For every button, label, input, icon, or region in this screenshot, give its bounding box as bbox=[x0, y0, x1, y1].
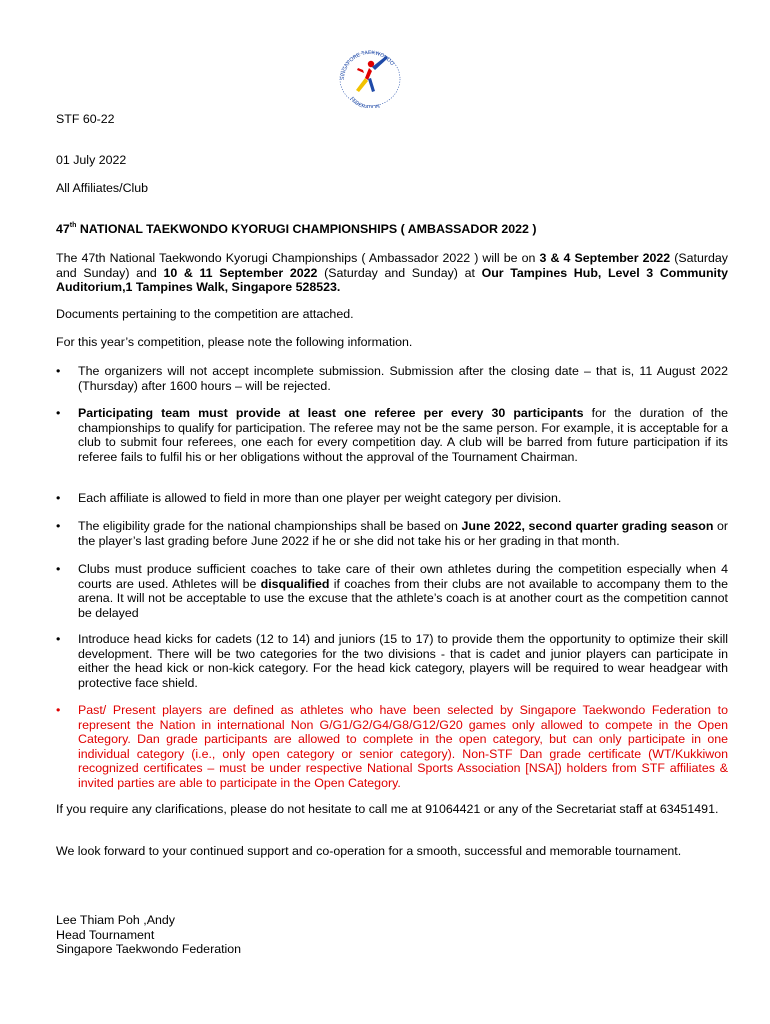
list-item bbox=[56, 364, 728, 393]
list-item bbox=[56, 491, 728, 506]
signatory-name: Lee Thiam Poh ,Andy bbox=[56, 913, 175, 927]
contact-paragraph: If you require any clarifications, please do not hesitate to call me at 91064421 or any of the Secretariat staff at 63451491. bbox=[56, 802, 719, 816]
list-item-text: Past/ Present players are defined as athletes who have been selected by Singapore Taekwondo Federation to represent the Nation in international Non G/G1/G2/G4/G8/G12/G20 games only allowed to compete in the Open Category. Dan grade participants are allowed to complete in the open category, but can only participate in one individual category (i.e., only open category or senior category). Non-STF Dan grade certificate (WT/Kukkiwon recognized certificates – must be under respective National Sports Association [NSA]) holders from STF affiliates & invited parties are able to participate in the Open Category. bbox=[78, 703, 728, 790]
closing-paragraph: We look forward to your continued support and co-operation for a smooth, successful and memorable tournament. bbox=[56, 844, 682, 858]
list-item-text: Introduce head kicks for cadets (12 to 14) and juniors (15 to 17) to provide them the opportunity to optimize their skill development. There will be two categories for the two divisions - that is cadet and junior players can participate in either the head kick or non-kick category. For the head kick category, players will be required to wear headgear with protective face shield. bbox=[78, 632, 728, 690]
intro-paragraph: The 47th National Taekwondo Kyorugi Championships ( Ambassador 2022 ) will be on 3 & 4 September 2022 (Saturday and Sunday) and 10 & 11 September 2022 (Saturday and Sunday) at Our Tampines Hub, Level 3 Community Auditorium,1 Tampines Walk, Singapore 528523. bbox=[56, 251, 728, 295]
bullet-icon: • bbox=[56, 491, 61, 505]
logo-text-top: SINGAPORE TAEKWONDO bbox=[339, 49, 395, 81]
list-item-text: The organizers will not accept incomplete submission. Submission after the closing date – that is, 11 August 2022 (Thursday) after 1600 hours – will be rejected. bbox=[78, 364, 728, 393]
logo-text-bottom: FEDERATION bbox=[348, 96, 381, 108]
stf-logo-kicker-icon bbox=[334, 46, 406, 108]
list-item-text: Each affiliate is allowed to field in more than one player per weight category per division. bbox=[78, 491, 562, 505]
list-item bbox=[56, 562, 728, 620]
signatory-organization: Singapore Taekwondo Federation bbox=[56, 942, 242, 957]
list-item bbox=[56, 703, 728, 791]
list-item-text: The eligibility grade for the national championships shall be based on June 2022, second quarter grading season or the player’s last grading before June 2022 if he or she did not take his or her grading in that month. bbox=[78, 519, 728, 548]
recipient: All Affiliates/Club bbox=[56, 181, 149, 195]
note-intro-text: For this year’s competition, please note the following information. bbox=[56, 335, 413, 349]
bullet-icon: • bbox=[56, 562, 61, 576]
list-item-text: Clubs must produce sufficient coaches to take care of their own athletes during the competition especially when 4 courts are used. Athletes will be disqualified if coaches from their clubs are not available to accompany them to the arena. It will not be acceptable to use the excuse that the athlete’s coach is at another court as the competition cannot be delayed bbox=[78, 562, 728, 620]
signature-block bbox=[56, 913, 728, 957]
signatory-role: Head Tournament bbox=[56, 927, 155, 942]
bullet-icon: • bbox=[56, 406, 61, 420]
bullet-icon: • bbox=[56, 703, 61, 717]
bullet-icon: • bbox=[56, 519, 61, 533]
bullet-icon: • bbox=[56, 632, 61, 646]
list-item bbox=[56, 519, 728, 548]
list-item bbox=[56, 632, 728, 690]
list-item bbox=[56, 406, 728, 464]
bullet-icon: • bbox=[56, 364, 61, 378]
documents-attached-text: Documents pertaining to the competition are attached. bbox=[56, 307, 354, 321]
reference-number: STF 60-22 bbox=[56, 112, 115, 126]
letter-title: 47th NATIONAL TAEKWONDO KYORUGI CHAMPIONSHIPS ( AMBASSADOR 2022 ) bbox=[56, 222, 537, 236]
letter-date: 01 July 2022 bbox=[56, 153, 127, 167]
list-item-text: Participating team must provide at least one referee per every 30 participants for the duration of the championships to qualify for participation. The referee may not be the same person. For example, it is acceptable for a club to submit four referees, one each for every competition day. A club will be barred from future participation if its referee fails to fulfil his or her obligations without the approval of the Tournament Chairman. bbox=[78, 406, 729, 464]
